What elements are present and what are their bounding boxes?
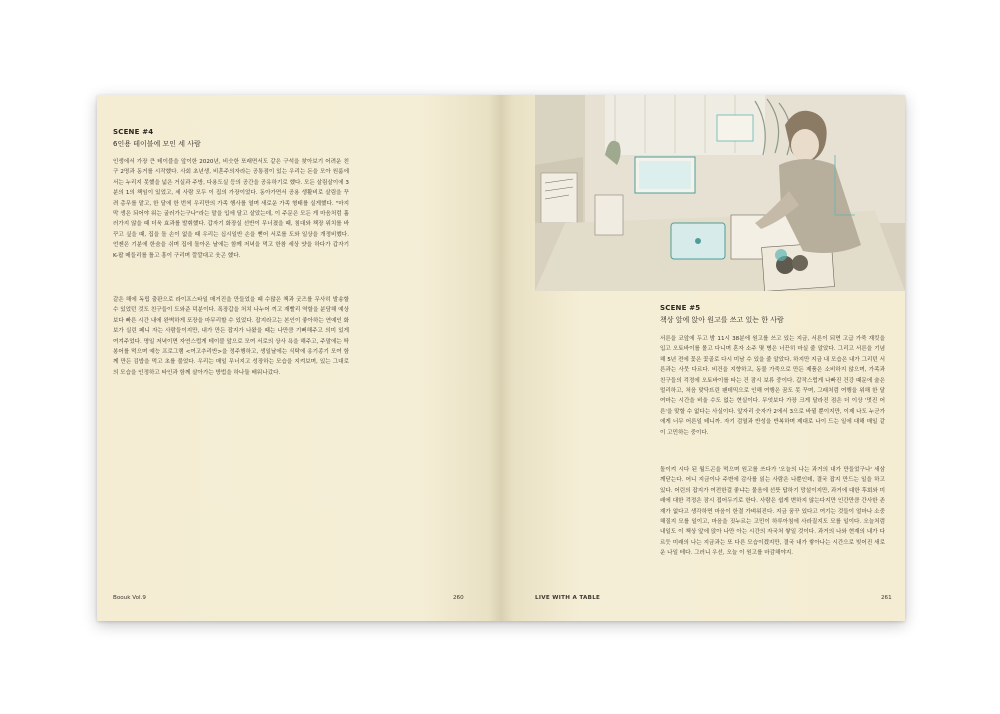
scene-label: SCENE #5 (660, 304, 701, 312)
body-paragraph: 인생에서 가장 큰 테이블을 앞이한 2020년, 비슷한 또래면서도 같은 구석을 찾아보기 어려운 친구 2명과 동거를 시작했다. 사회 초년생, 비혼주의자라는 공통점이 있는 우리는 돈을 모아 원룸에서는 누리지 못했을 넓은 거실과 주방, 다용도실 등의 공간을 공유하기로 했다. 모든 살림살이에 3분의 1의 책임이 있었고, 세 사람 모두 이 집의 가장이었다. 동아가면서 공용 생활비로 살림을 꾸려 총무를 맡고, 한 달에 한 번씩 우리만의 가족 행사를 열며 새로운 가족 형태를 실게했다. "마지막 생은 되어야 워는 굴러가는구나"라는 말을 입에 달고 살았는데, 이 주문은 모든 게 마음처럼 흘러가지 않을 때 더욱 효과를 발휘했다. 갑자기 화장실 선반이 무너졌을 때, 침대와 책장 위치를 바꾸고 싶을 때, 집을 돌 손이 없을 때 우리는 십시일반 손을 뻗어 서로를 도와 일상을 개정비했다. 언젠은 기분에 한숨을 쉬며 집에 돌아온 날에는 함께 저녁을 먹고 한참 세상 얏을 하다가 갑자기 K-팝 메들리를 틀고 흥이 구리며 깔깔대고 웃곤 했다. (113, 159, 349, 259)
body-paragraph: 돌이켜 시다 된 월드곤을 먹으며 원고를 쓰다가 '오늘의 나는 과거의 내가 만들었구나' 새삼 깨닫는다. 어니 지금이나 주변에 감사를 읽는 사람은 나뿐인데, 결국 잡지 만드는 일을 하고 있다. 어린의 잡지가 여전한걸 좋냐는 물음에 선뜻 답하기 망설이지만, 과거에 대한 후회와 미래에 대한 걱정은 잠시 접어두기로 한다. 사람은 쉽게 변하지 않는다지만 인간만큼 간사한 존재가 없다고 생각하면 마음이 한결 가벼워진다. 지금 꿈꾸 있다고 여기는 것들이 얼마나 소중해질지 모를 일이고, 마음을 짓누르는 고민이 하루아침에 사라질지도 모를 일이다. 오늘처럼 내일도 이 책상 앞에 앉아 나만 아는 시간의 자국처 쌓일 것이다. 과거의 나와 현재의 내가 다르듯 미래의 나는 지금과는 또 다른 모습이겠지만, 결국 내가 쌓아나는 시간으로 빚어진 새로운 나일 테다. 그러니 우선, 오늘 이 원고를 마감해야지. (660, 467, 885, 557)
body-paragraph: 서른을 코앞에 두고 밤 11시 38분에 원고를 쓰고 있는 지금, 서른이 되면 고급 가죽 재킷을 입고 오토바이를 몰고 다니며 혼자 소주 몇 병은 너끈히 마실 줄 알았다. 그리고 서른을 기념해 5년 전에 꽃은 꽃골로 다시 미남 수 있을 줄 알았다. 하지만 지금 내 모습은 내가 그리던 서른과는 사뭇 다르다. 비건을 지향하고, 동물 가죽으로 만든 제품은 소비하지 않으며, 가족과 친구들의 걱정에 오토바이를 타는 건 잠시 보류 중이다. 갑작스럽게 나빠진 건강 때문에 술은 멀리하고, 처음 맞닥뜨린 팬데믹으로 인해 여행은 꿈도 못 꾸며, 그래처럼 여행을 위해 한 달여마는 시간을 비울 수도 없는 현실이다. 무엇보다 가장 크게 달라진 점은 더 이상 '멋진 어른'을 맞할 수 없다는 사실이다. 앞자리 숫자가 2에서 3으로 바뀔 뿐이지만, 이제 나도 누군가에게 너무 어른일 테니까. 자기 검열과 반성을 반복하며 제대로 나이 드는 일에 대해 매일 같이 고민하는 중이다. (660, 336, 885, 436)
body-paragraph: 같은 해에 독립 출판으로 라이프스타일 매거진을 만들었을 때 수많은 책과 굿즈를 무사히 발송할 수 있었던 것도 친구들이 도와준 덕분이다. 폭장갑을 처치 나누어 끼고 재빨리 역할을 분담해 예상보다 빠른 시간 내에 완벽하게 포장을 마무리할 수 있었다. 잡지라고는 본인이 좋아하는 연예인 화보가 실린 페니 자는 사람들이지만, 내가 만든 잡지가 나왔을 때는 나만큼 기뻐해주고 의미 있게 여겨주었다. 명일 저녁이면 자연스럽게 테이블 앞으로 모여 서로의 상사 욕을 해주고, 주말에는 딱봉어를 먹으며 예능 프로그램 <여고추리반>을 정주행하고, 생일날에는 식탁에 옹기종기 모여 함께 만든 김밥을 먹고 초를 불었다. 우리는 매일 무너지고 성장하는 모습을 지켜보며, 있는 그대로의 모습을 인정하고 타인과 함께 살아가는 방법을 하나둘 배워나갔다. (113, 297, 349, 376)
folio-label: LIVE WITH A TABLE (535, 595, 601, 601)
page-number: 260 (453, 595, 464, 601)
page-number: 261 (881, 595, 892, 601)
right-page (501, 95, 905, 621)
magazine-spread (97, 95, 905, 621)
illustration-image (535, 95, 905, 291)
scene-label: SCENE #4 (113, 128, 154, 136)
folio-label: Boouk Vol.9 (113, 595, 146, 601)
scene-title: 6인용 테이블에 모인 세 사람 (113, 140, 201, 148)
left-page (97, 95, 501, 621)
scene-title: 책상 앞에 앉아 원고를 쓰고 있는 한 사람 (660, 316, 784, 324)
